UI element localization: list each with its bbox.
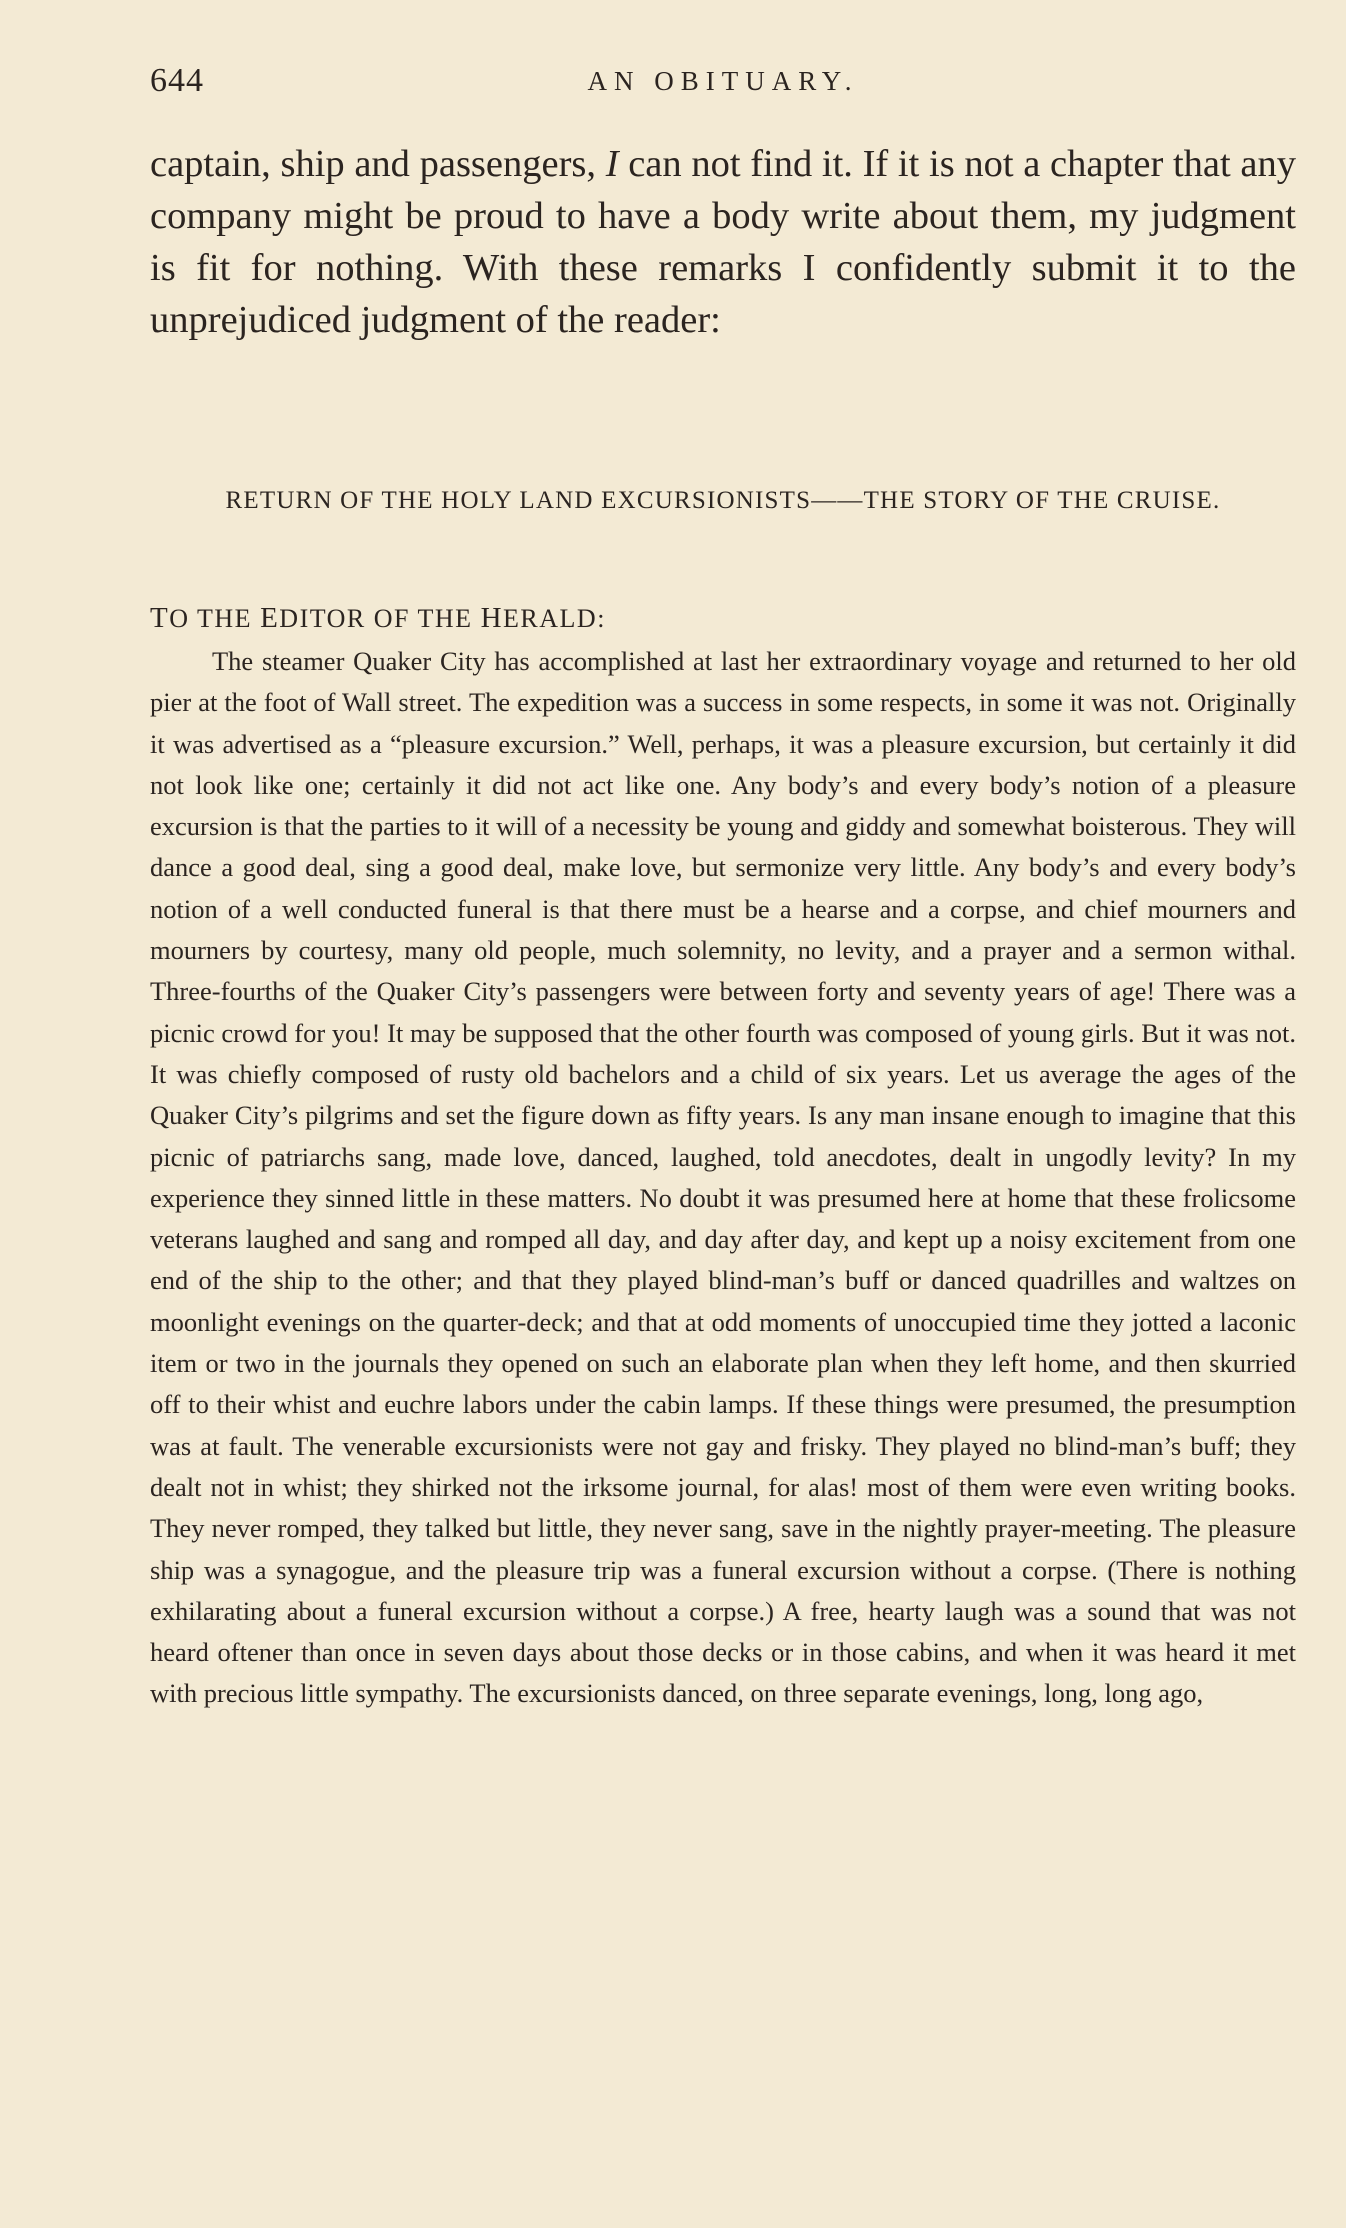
intro-italic-word: I	[605, 143, 619, 185]
salutation-initial-herald: H	[480, 602, 504, 634]
salutation-rest-to: O THE	[169, 604, 261, 633]
intro-text-part2: can not find it. If it is not a chapter that any company might be proud to have a body write about them, my judgment is fit for nothing. With these remarks I confidently submit it to the unprejudiced judgment of the reader:	[150, 143, 1296, 341]
salutation-rest-herald: ERALD:	[503, 604, 606, 633]
running-title: AN OBITUARY.	[587, 66, 859, 96]
salutation-initial-to: T	[150, 602, 170, 634]
salutation-initial-editor: E	[260, 602, 280, 634]
intro-text-part1: captain, ship and passengers,	[150, 143, 606, 185]
page-number: 644	[150, 62, 204, 99]
intro-paragraph	[150, 138, 1296, 346]
salutation-rest-editor: DITOR OF THE	[279, 604, 481, 633]
letter-body-paragraph: The steamer Quaker City has accomplished at last her extraordinary voyage and returned to her old pier at the foot of Wall street. The expedition was a success in some respects, in some it was not. Originally it was advertised as a “pleasure excursion.” Well, perhaps, it was a pleasure excursion, but certainly it did not look like one; certainly it did not act like one. Any body’s and every body’s notion of a pleasure excursion is that the parties to it will of a necessity be young and giddy and somewhat boisterous. They will dance a good deal, sing a good deal, make love, but sermonize very little. Any body’s and every body’s notion of a well conducted funeral is that there must be a hearse and a corpse, and chief mourners and mourners by courtesy, many old people, much solemnity, no levity, and a prayer and a sermon withal. Three-fourths of the Quaker City’s passengers were between forty and seventy years of age! There was a picnic crowd for you! It may be supposed that the other fourth was composed of young girls. But it was not. It was chiefly composed of rusty old bachelors and a child of six years. Let us average the ages of the Quaker City’s pilgrims and set the figure down as fifty years. Is any man insane enough to imagine that this picnic of patriarchs sang, made love, danced, laughed, told anecdotes, dealt in ungodly levity? In my experience they sinned little in these matters. No doubt it was presumed here at home that these frolicsome veterans laughed and sang and romped all day, and day after day, and kept up a noisy excitement from one end of the ship to the other; and that they played blind-man’s buff or danced quadrilles and waltzes on moonlight evenings on the quarter-deck; and that at odd moments of unoccupied time they jotted a laconic item or two in the journals they opened on such an elaborate plan when they left home, and then skurried off to their whist and euchre labors under the cabin lamps. If these things were presumed, the presumption was at fault. The venerable excursionists were not gay and frisky. They played no blind-man’s buff; they dealt not in whist; they shirked not the irksome journal, for alas! most of them were even writing books. They never romped, they talked but little, they never sang, save in the nightly prayer-meeting. The pleasure ship was a synagogue, and the pleasure trip was a funeral excursion without a corpse. (There is nothing exhilarating about a funeral excursion without a corpse.) A free, hearty laugh was a sound that was not heard oftener than once in seven days about those decks or in those cabins, and when it was heard it met with precious little sympathy. The excursionists danced, on three separate evenings, long, long ago,	[150, 646, 1296, 1709]
page-header	[150, 62, 1296, 112]
salutation	[150, 602, 1296, 635]
section-heading: RETURN OF THE HOLY LAND EXCURSIONISTS——THE STORY OF THE CRUISE.	[225, 487, 1221, 514]
